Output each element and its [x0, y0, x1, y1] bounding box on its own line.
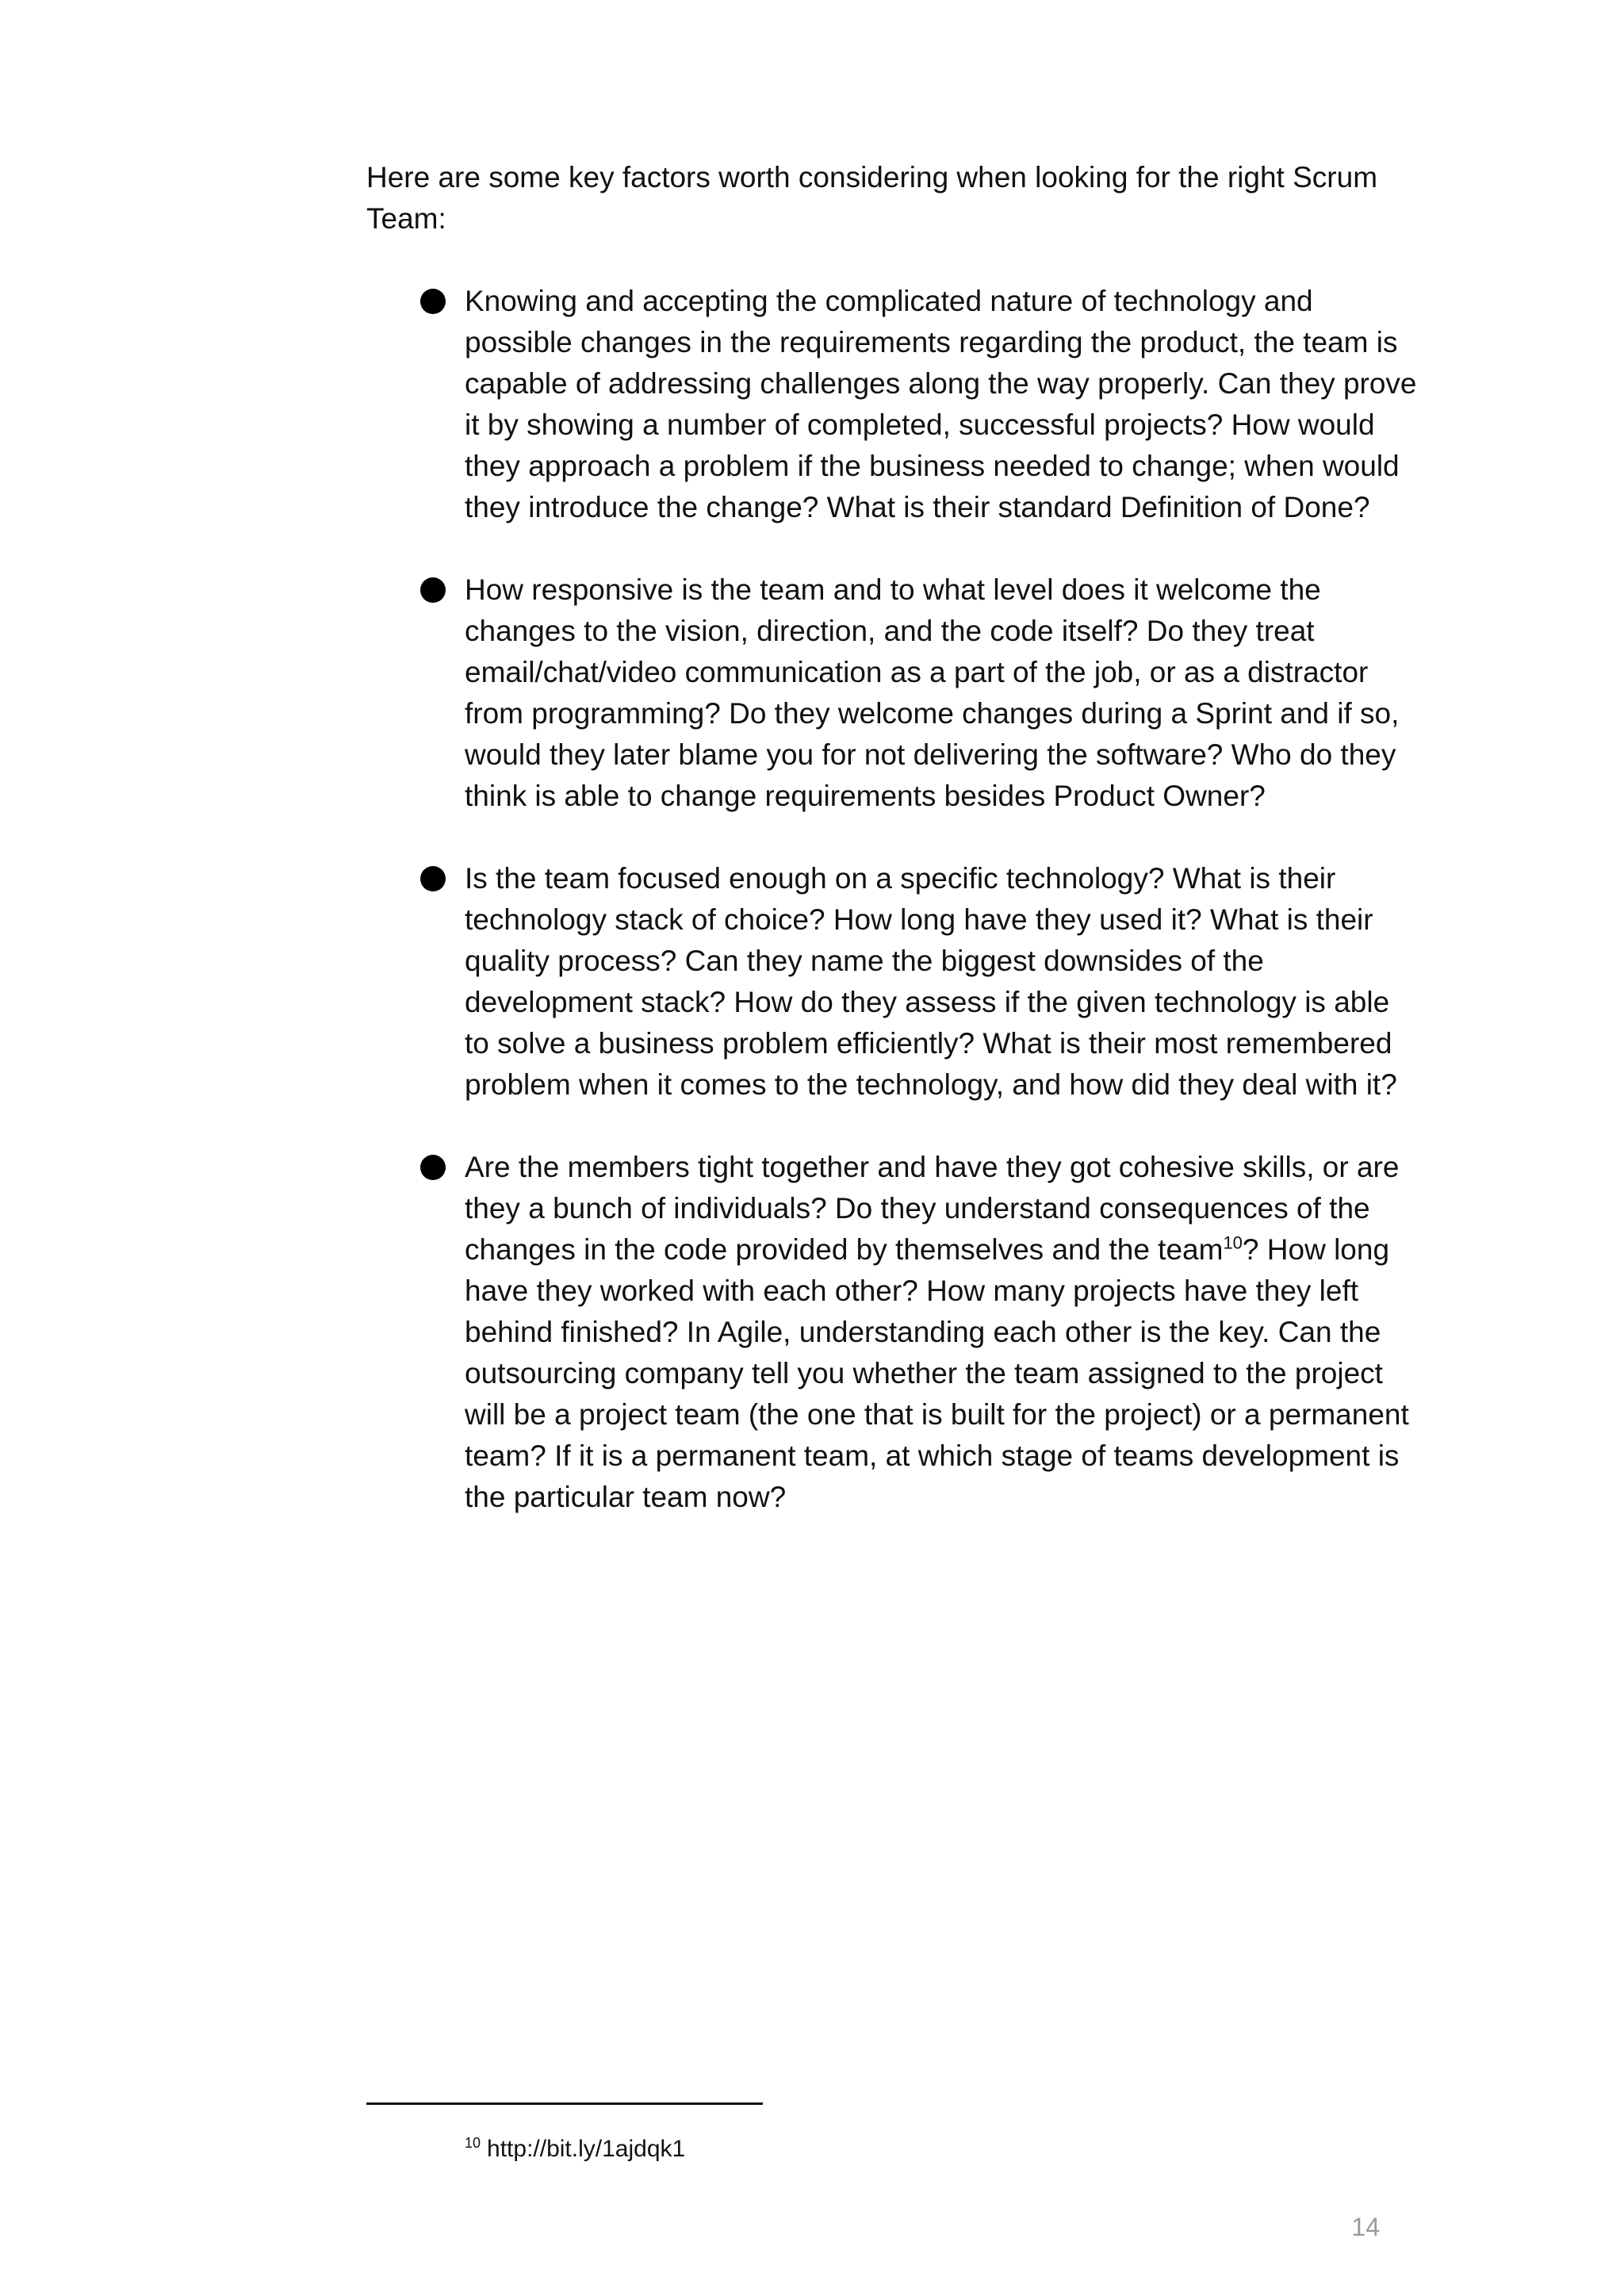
intro-paragraph: Here are some key factors worth considering when looking for the right Scrum Team: [366, 161, 1378, 235]
bullet-icon [420, 577, 446, 603]
footnote-divider [366, 2102, 763, 2105]
list-item-text: Is the team focused enough on a specific technology? What is their technology stack of choice? How long have they used it? What is their quality process? Can they name the biggest downsides of the development stack? How do they assess if the given technology is able to solve a business problem efficiently? What is their most remembered problem when it comes to the technology, and how did they deal with it? [465, 862, 1397, 1101]
bullet-icon [420, 1155, 446, 1180]
list-item-text-after: ? How long have they worked with each other? How many projects have they left behind finished? In Agile, understanding each other is the key. Can the outsourcing company tell you whether the team assigned to the project will be a project team (the one that is built for the project) or a permanent team? If it is a permanent team, at which stage of teams development is the particular team now? [465, 1233, 1409, 1513]
footnote-link[interactable]: http://bit.ly/1ajdqk1 [487, 2136, 686, 2162]
factors-list [420, 281, 1419, 1559]
footnote-number: 10 [465, 2135, 481, 2151]
list-item [420, 281, 1419, 528]
list-item [420, 858, 1419, 1106]
list-item-text: Knowing and accepting the complicated nature of technology and possible changes in the requirements regarding the product, the team is capable of addressing challenges along the way properly. Can they prove it by showing a number of completed, successful projects? How would they approach a problem if the business needed to change; when would they introduce the change? What is their standard Definition of Done? [465, 285, 1417, 523]
page-number: 14 [1351, 2213, 1380, 2241]
bullet-icon [420, 289, 446, 314]
list-item-text-before: Are the members tight together and have they got cohesive skills, or are they a bunch of individuals? Do they understand consequences of the changes in the code provided by themselves and the team [465, 1151, 1400, 1266]
footnote-reference[interactable]: 10 [1223, 1232, 1243, 1253]
list-item [420, 1147, 1419, 1518]
list-item-text [465, 1147, 1419, 1518]
bullet-icon [420, 866, 446, 891]
footnote [465, 2133, 685, 2165]
list-item-text: How responsive is the team and to what level does it welcome the changes to the vision, direction, and the code itself? Do they treat email/chat/video communication as a part of the job, or as a distractor from programming? Do they welcome changes during a Sprint and if so, would they later blame you for not delivering the software? Who do they think is able to change requirements besides Product Owner? [465, 573, 1400, 812]
list-item [420, 569, 1419, 817]
